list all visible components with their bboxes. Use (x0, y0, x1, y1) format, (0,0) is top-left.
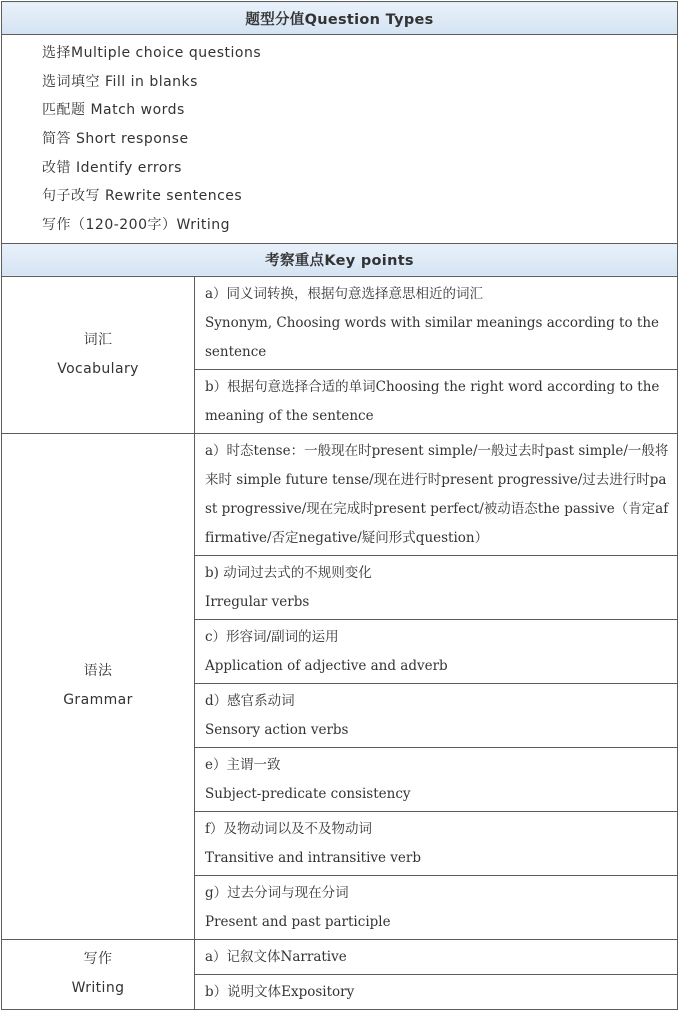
question-type-item: 简答 Short response (42, 131, 189, 148)
category-label-cn: 语法 (83, 663, 113, 680)
key-point-tense: a）时态tense：一般现在时present simple/一般过去时past simple/一般将来时 simple future tense/现在进行时present progressive/过去进行时past progressive/现在完成时present perfect/被动语态the passive（肯定affirmative/否定negative/疑问形式question） (205, 442, 669, 546)
key-point-cell (195, 683, 678, 747)
question-types-list (2, 35, 678, 244)
key-point-cn: c）形容词/副词的运用 (205, 628, 339, 645)
key-point-cell (195, 747, 678, 811)
key-point-en: Irregular verbs (205, 593, 310, 610)
key-point-cn: g）过去分词与现在分词 (205, 884, 349, 901)
category-label-cn: 写作 (83, 951, 113, 968)
key-point-cell (195, 555, 678, 619)
key-point-en: Application of adjective and adverb (205, 657, 448, 674)
key-point-cell (195, 974, 678, 1009)
key-point-cell (195, 369, 678, 433)
key-points-header: 考察重点Key points (2, 243, 678, 276)
key-point-en: Subject-predicate consistency (205, 785, 411, 802)
key-point-cn: f）及物动词以及不及物动词 (205, 820, 372, 837)
question-type-item: 选择Multiple choice questions (42, 45, 262, 61)
category-label-en: Vocabulary (57, 360, 139, 377)
key-point-cell (195, 433, 678, 555)
category-writing (2, 939, 195, 1009)
question-type-item: 选词填空 Fill in blanks (42, 73, 198, 90)
key-point-cn: e）主谓一致 (205, 756, 281, 773)
key-point-en: Transitive and intransitive verb (205, 849, 422, 866)
key-point-cn: d）感官系动词 (205, 692, 295, 709)
question-type-item: 句子改写 Rewrite sentences (42, 188, 243, 205)
question-type-item: 匹配题 Match words (42, 102, 185, 119)
question-types-header: 题型分值Question Types (2, 2, 678, 35)
key-point-text: b）根据句意选择合适的单词Choosing the right word according to the meaning of the sentence (205, 378, 660, 424)
key-point-en: Synonym, Choosing words with similar meanings according to the sentence (205, 314, 660, 360)
category-grammar (2, 433, 195, 939)
key-point-text: b）说明文体Expository (205, 983, 355, 1000)
key-point-cell (195, 276, 678, 369)
key-point-text: a）记叙文体Narrative (205, 948, 347, 965)
category-vocabulary (2, 276, 195, 433)
key-point-en: Present and past participle (205, 913, 391, 930)
key-point-cell (195, 875, 678, 939)
key-point-cell (195, 619, 678, 683)
exam-outline-table (1, 1, 678, 1010)
key-point-cell (195, 939, 678, 974)
key-point-cn: a）同义词转换，根据句意选择意思相近的词汇 (205, 285, 484, 302)
question-type-item: 写作（120-200字）Writing (42, 217, 230, 234)
key-point-cell (195, 811, 678, 875)
category-label-en: Grammar (63, 692, 133, 709)
category-label-cn: 词汇 (83, 331, 113, 348)
key-point-cn: b) 动词过去式的不规则变化 (205, 564, 372, 581)
category-label-en: Writing (71, 980, 125, 997)
question-type-item: 改错 Identify errors (42, 159, 182, 176)
key-point-en: Sensory action verbs (205, 721, 349, 738)
